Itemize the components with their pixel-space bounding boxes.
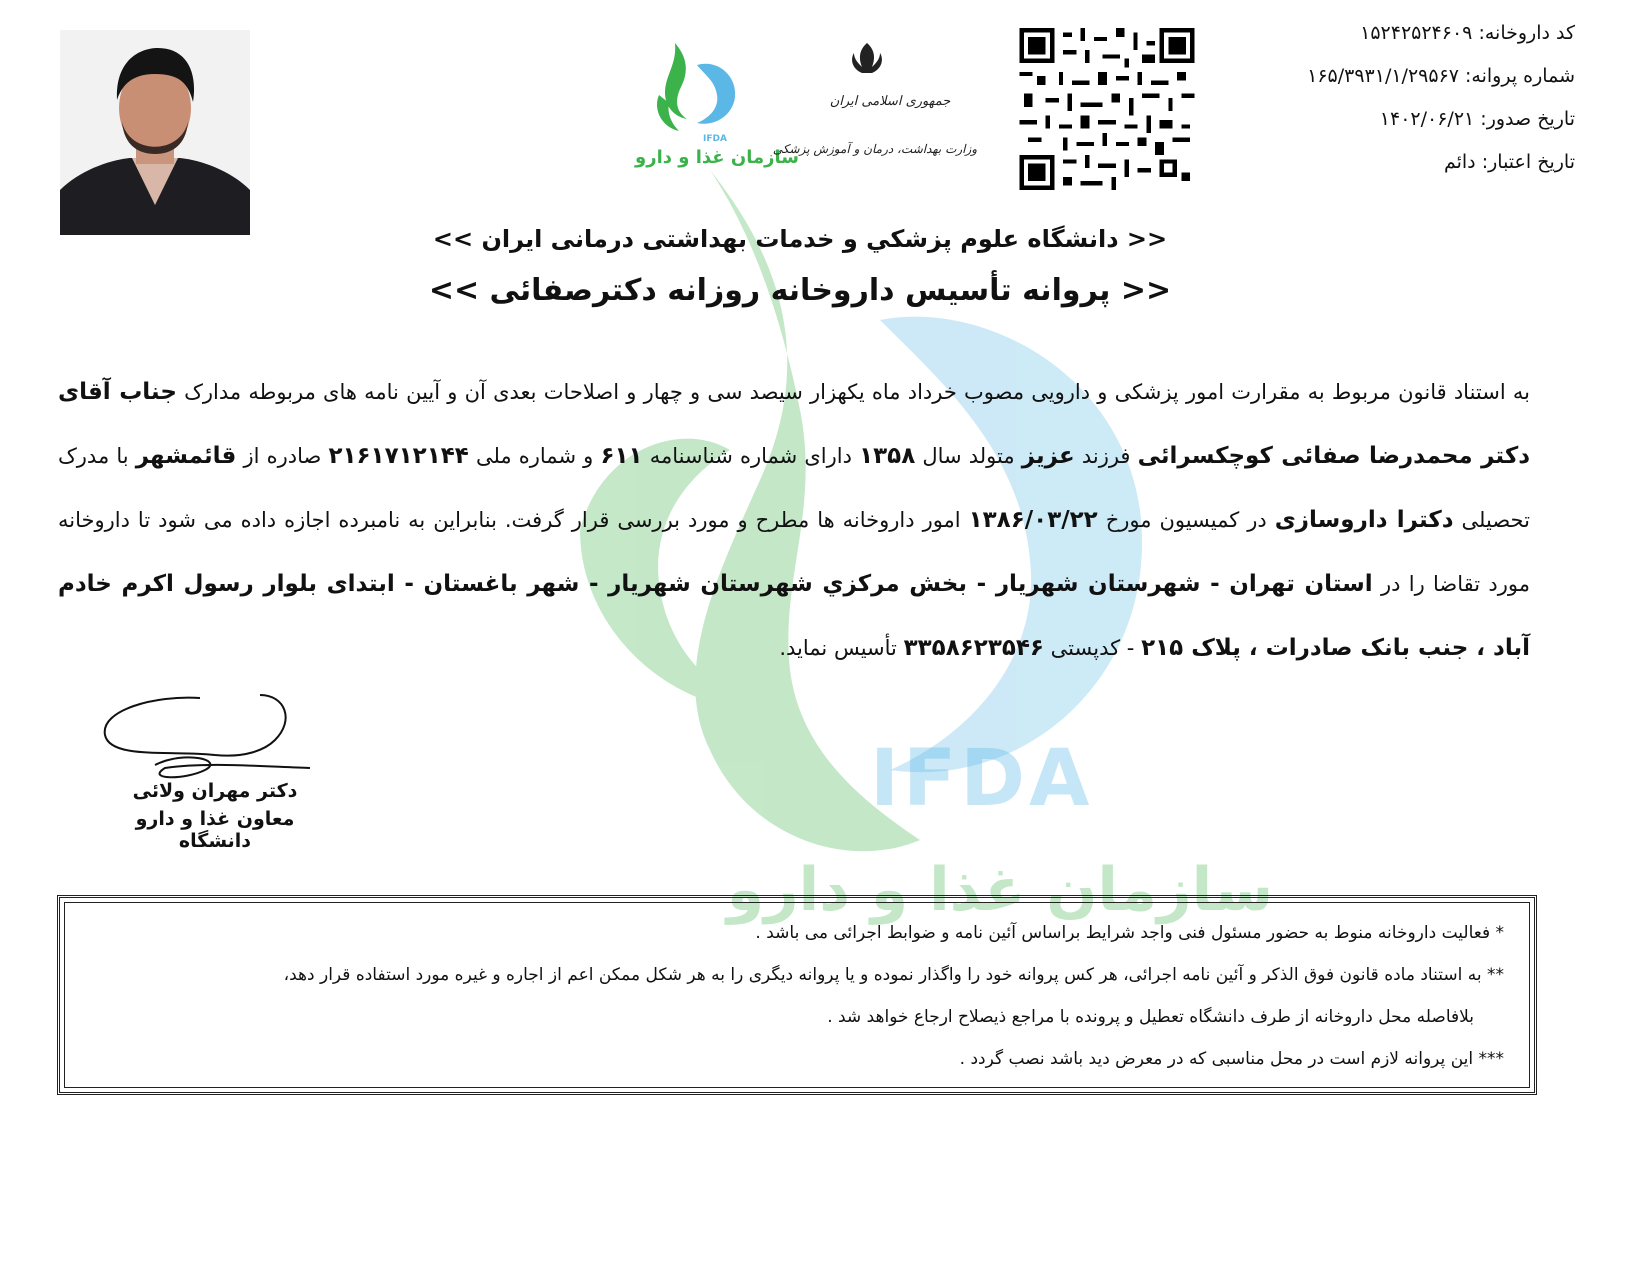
license-title: << پروانه تأسیس داروخانه روزانه دکترصفائی >> bbox=[428, 273, 1172, 308]
license-body bbox=[58, 360, 1530, 680]
validity-label: تاریخ اعتبار: bbox=[1481, 151, 1575, 173]
svg-text:IFDA: IFDA bbox=[703, 134, 727, 144]
portrait-image bbox=[60, 30, 250, 235]
validity-row bbox=[1275, 151, 1575, 173]
notes-box bbox=[57, 895, 1537, 1095]
commission-label: در کمیسیون مورخ bbox=[1105, 508, 1267, 532]
body-intro: به استناد قانون مربوط به مقرارت امور پزشکی و دارویی مصوب خرداد ماه یکهزار سیصد سی و چهار و اصلاحات بعدی آن و آیین نامه های مربوطه مدارک bbox=[184, 380, 1530, 404]
born-year-label: متولد سال bbox=[922, 444, 1015, 468]
license-number-label: شماره پروانه: bbox=[1465, 65, 1575, 87]
university-title: << دانشگاه علوم پزشکي و خدمات بهداشتی درمانی ایران >> bbox=[432, 225, 1168, 253]
svg-text:جمهوری اسلامی ایران: جمهوری اسلامی ایران bbox=[829, 94, 951, 109]
pharmacy-code-label: کد داروخانه: bbox=[1478, 22, 1575, 44]
svg-text:سازمان غذا و دارو: سازمان غذا و دارو bbox=[726, 855, 1274, 925]
id-label: دارای شماره شناسنامه bbox=[649, 444, 852, 468]
postal-code: ۳۳۵۸۶۲۳۵۴۶ bbox=[903, 635, 1044, 661]
issued-place: قائمشهر bbox=[135, 443, 237, 469]
issue-date-row bbox=[1275, 108, 1575, 130]
body-permission: امور داروخانه ها مطرح و مورد بررسی قرار گرفت. بنابراین به نامبرده اجازه داده می bbox=[203, 508, 961, 532]
degree: دکترا داروسازی bbox=[1274, 507, 1454, 533]
issued-label: صادره از bbox=[243, 444, 322, 468]
license-number-row bbox=[1275, 65, 1575, 87]
ifda-logo bbox=[635, 35, 799, 170]
ministry-emblem bbox=[772, 35, 978, 175]
postal-code-label: - کدپستی bbox=[1050, 636, 1135, 660]
father-name: عزیز bbox=[1021, 443, 1075, 469]
signer-role: معاون غذا و دارو دانشگاه bbox=[135, 808, 295, 852]
issue-date-value: ۱۴۰۲/۰۶/۲۱ bbox=[1379, 108, 1475, 130]
national-id: ۲۱۶۱۷۱۲۱۴۴ bbox=[328, 443, 469, 469]
note-3: *** این پروانه لازم است در محل مناسبی که در معرض دید باشد نصب گردد . bbox=[959, 1049, 1504, 1069]
pharmacy-address: استان تهران - شهرستان شهریار - بخش مرکزي شهرستان شهريار - شهر باغستان - ابتدای بلوار رسول اکرم خادم آباد ، جنب بانک صادرات ، پلاک ۲۱۵ bbox=[58, 571, 1530, 661]
svg-text:سازمان غذا و دارو: سازمان غذا و دارو bbox=[635, 147, 799, 168]
note-2-continued: بلافاصله محل داروخانه از طرف دانشگاه تعطیل و پرونده با مراجع ذیصلاح ارجاع خواهد شد . bbox=[827, 1007, 1474, 1027]
born-year: ۱۳۵۸ bbox=[859, 443, 916, 469]
issue-date-label: تاریخ صدور: bbox=[1480, 108, 1575, 130]
signer-name: دکتر مهران ولائی bbox=[132, 780, 298, 802]
note-1: * فعالیت داروخانه منوط به حضور مسئول فنی واجد شرایط براساس آئین نامه و ضوابط اجرائی می باشد . bbox=[755, 923, 1504, 943]
validity-value: دائم bbox=[1443, 151, 1476, 173]
note-2: ** به استناد ماده قانون فوق الذکر و آئین نامه اجرائی، هر کس پروانه خود را واگذار نموده و یا پروانه دیگری را به هر شکل ممکن اعم از اجاره و غیره مورد استفاده قرار دهد، bbox=[283, 965, 1504, 985]
holder-photo bbox=[60, 30, 250, 235]
child-of-label: فرزند bbox=[1081, 444, 1131, 468]
body-closing: تأسیس نماید. bbox=[779, 636, 897, 660]
national-id-label: و شماره ملی bbox=[475, 444, 594, 468]
document-titles bbox=[60, 222, 1540, 312]
license-number-value: ۱۶۵/۳۹۳۱/۱/۲۹۵۶۷ bbox=[1307, 65, 1459, 87]
degree-label: با مدرک تحصیلی bbox=[58, 444, 1530, 532]
body-location-intro: شود تا داروخانه مورد تقاضا را در bbox=[58, 508, 1530, 596]
pharmacy-code-row bbox=[1275, 22, 1575, 44]
license-info bbox=[1275, 22, 1575, 194]
iran-emblem-icon bbox=[852, 43, 882, 73]
commission-date: ۱۳۸۶/۰۳/۲۲ bbox=[968, 507, 1098, 533]
pharmacy-code-value: ۱۵۲۴۲۵۲۴۶۰۹ bbox=[1360, 22, 1473, 44]
id-number: ۶۱۱ bbox=[600, 443, 643, 469]
qr-code[interactable] bbox=[1018, 28, 1196, 190]
svg-text:IFDA: IFDA bbox=[870, 734, 1094, 824]
svg-text:وزارت بهداشت، درمان و آموزش پز: وزارت بهداشت، درمان و آموزش پزشکی bbox=[772, 142, 978, 156]
holder-name: جناب آقای دکتر محمدرضا صفائی کوچکسرائی bbox=[58, 379, 1530, 469]
